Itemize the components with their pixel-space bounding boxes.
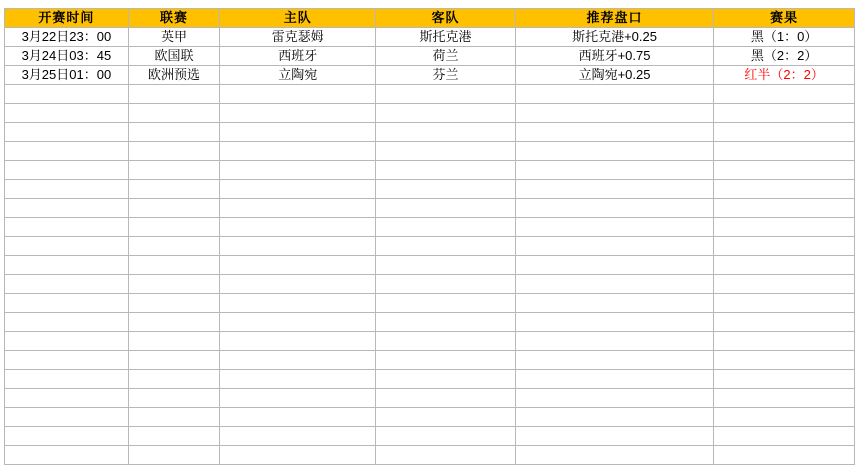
cell-empty — [515, 180, 713, 199]
column-header-home: 主队 — [220, 9, 376, 28]
cell-away: 荷兰 — [376, 47, 516, 66]
table-header-row — [5, 9, 855, 28]
cell-empty — [515, 199, 713, 218]
cell-empty — [220, 313, 376, 332]
cell-empty — [714, 123, 855, 142]
table-row-empty[interactable] — [5, 161, 855, 180]
cell-empty — [714, 389, 855, 408]
column-header-away: 客队 — [376, 9, 516, 28]
cell-empty — [376, 256, 516, 275]
cell-empty — [376, 218, 516, 237]
cell-empty — [5, 256, 129, 275]
cell-empty — [376, 389, 516, 408]
table-row-empty[interactable] — [5, 275, 855, 294]
cell-empty — [128, 180, 220, 199]
cell-empty — [515, 256, 713, 275]
cell-empty — [515, 370, 713, 389]
cell-time: 3月22日23：00 — [5, 28, 129, 47]
cell-empty — [515, 85, 713, 104]
cell-empty — [376, 85, 516, 104]
cell-empty — [515, 237, 713, 256]
cell-empty — [376, 408, 516, 427]
table-row-empty[interactable] — [5, 332, 855, 351]
column-header-result: 赛果 — [714, 9, 855, 28]
cell-empty — [714, 427, 855, 446]
cell-empty — [128, 427, 220, 446]
cell-empty — [714, 313, 855, 332]
cell-empty — [5, 180, 129, 199]
cell-empty — [5, 199, 129, 218]
cell-away: 芬兰 — [376, 66, 516, 85]
cell-empty — [515, 446, 713, 465]
cell-empty — [714, 85, 855, 104]
cell-empty — [128, 237, 220, 256]
cell-empty — [714, 275, 855, 294]
cell-empty — [714, 218, 855, 237]
cell-empty — [5, 313, 129, 332]
cell-away: 斯托克港 — [376, 28, 516, 47]
cell-empty — [220, 332, 376, 351]
cell-empty — [220, 237, 376, 256]
cell-empty — [220, 294, 376, 313]
cell-handicap: 西班牙+0.75 — [515, 47, 713, 66]
table-row-empty[interactable] — [5, 218, 855, 237]
cell-league: 欧洲预选 — [128, 66, 220, 85]
cell-empty — [5, 446, 129, 465]
cell-empty — [714, 351, 855, 370]
cell-empty — [128, 370, 220, 389]
cell-empty — [220, 427, 376, 446]
cell-empty — [376, 199, 516, 218]
cell-empty — [5, 85, 129, 104]
table-row-empty[interactable] — [5, 370, 855, 389]
cell-empty — [128, 332, 220, 351]
cell-handicap: 斯托克港+0.25 — [515, 28, 713, 47]
fixtures-table — [4, 8, 855, 465]
cell-empty — [220, 123, 376, 142]
cell-empty — [376, 313, 516, 332]
table-row-empty[interactable] — [5, 351, 855, 370]
table-row-empty[interactable] — [5, 313, 855, 332]
cell-empty — [376, 370, 516, 389]
cell-empty — [128, 408, 220, 427]
cell-empty — [220, 370, 376, 389]
cell-empty — [5, 218, 129, 237]
cell-empty — [515, 408, 713, 427]
cell-empty — [128, 104, 220, 123]
cell-empty — [376, 180, 516, 199]
cell-empty — [515, 161, 713, 180]
cell-empty — [376, 237, 516, 256]
cell-empty — [515, 218, 713, 237]
cell-empty — [220, 180, 376, 199]
cell-empty — [714, 104, 855, 123]
cell-empty — [5, 275, 129, 294]
table-row-empty[interactable] — [5, 85, 855, 104]
table-row-empty[interactable] — [5, 199, 855, 218]
cell-empty — [515, 332, 713, 351]
table-row-empty[interactable] — [5, 408, 855, 427]
table-row-empty[interactable] — [5, 142, 855, 161]
cell-empty — [714, 256, 855, 275]
fixtures-table-body — [5, 9, 855, 465]
cell-empty — [128, 446, 220, 465]
cell-empty — [515, 313, 713, 332]
table-row-empty[interactable] — [5, 256, 855, 275]
cell-empty — [714, 446, 855, 465]
cell-empty — [515, 104, 713, 123]
cell-empty — [5, 427, 129, 446]
cell-empty — [128, 218, 220, 237]
table-row-empty[interactable] — [5, 237, 855, 256]
cell-empty — [5, 142, 129, 161]
cell-empty — [5, 237, 129, 256]
table-row-empty[interactable] — [5, 294, 855, 313]
table-row[interactable] — [5, 47, 855, 66]
cell-empty — [128, 85, 220, 104]
cell-empty — [376, 294, 516, 313]
cell-empty — [714, 161, 855, 180]
cell-empty — [376, 275, 516, 294]
cell-empty — [376, 446, 516, 465]
cell-empty — [5, 370, 129, 389]
cell-empty — [714, 370, 855, 389]
cell-empty — [376, 161, 516, 180]
cell-home: 西班牙 — [220, 47, 376, 66]
cell-result: 黑（2：2） — [714, 47, 855, 66]
cell-empty — [128, 313, 220, 332]
cell-empty — [220, 256, 376, 275]
cell-empty — [128, 161, 220, 180]
cell-home: 立陶宛 — [220, 66, 376, 85]
cell-empty — [128, 123, 220, 142]
cell-empty — [515, 389, 713, 408]
table-row[interactable] — [5, 28, 855, 47]
cell-empty — [220, 199, 376, 218]
cell-empty — [220, 161, 376, 180]
cell-empty — [5, 351, 129, 370]
cell-empty — [5, 123, 129, 142]
cell-empty — [515, 275, 713, 294]
cell-empty — [220, 408, 376, 427]
table-row-empty[interactable] — [5, 446, 855, 465]
cell-empty — [220, 104, 376, 123]
cell-empty — [128, 142, 220, 161]
cell-empty — [714, 237, 855, 256]
cell-empty — [220, 142, 376, 161]
cell-empty — [128, 256, 220, 275]
cell-handicap: 立陶宛+0.25 — [515, 66, 713, 85]
table-row-empty[interactable] — [5, 104, 855, 123]
table-row-empty[interactable] — [5, 389, 855, 408]
cell-empty — [220, 351, 376, 370]
cell-empty — [128, 275, 220, 294]
cell-league: 欧国联 — [128, 47, 220, 66]
table-row-empty[interactable] — [5, 427, 855, 446]
cell-result: 红半（2：2） — [714, 66, 855, 85]
cell-time: 3月25日01：00 — [5, 66, 129, 85]
cell-empty — [5, 408, 129, 427]
cell-empty — [714, 180, 855, 199]
cell-empty — [220, 218, 376, 237]
cell-empty — [714, 408, 855, 427]
cell-empty — [515, 351, 713, 370]
cell-empty — [515, 427, 713, 446]
cell-empty — [128, 294, 220, 313]
cell-empty — [220, 446, 376, 465]
column-header-time: 开赛时间 — [5, 9, 129, 28]
cell-empty — [376, 123, 516, 142]
column-header-handicap: 推荐盘口 — [515, 9, 713, 28]
cell-empty — [5, 104, 129, 123]
cell-empty — [220, 389, 376, 408]
table-row-empty[interactable] — [5, 180, 855, 199]
cell-empty — [714, 294, 855, 313]
cell-empty — [714, 332, 855, 351]
cell-empty — [515, 142, 713, 161]
cell-empty — [714, 142, 855, 161]
cell-time: 3月24日03：45 — [5, 47, 129, 66]
cell-empty — [220, 275, 376, 294]
cell-result: 黑（1：0） — [714, 28, 855, 47]
cell-empty — [5, 294, 129, 313]
cell-empty — [128, 199, 220, 218]
cell-empty — [376, 104, 516, 123]
cell-empty — [515, 294, 713, 313]
cell-empty — [515, 123, 713, 142]
cell-empty — [376, 427, 516, 446]
cell-league: 英甲 — [128, 28, 220, 47]
cell-empty — [5, 161, 129, 180]
table-row[interactable] — [5, 66, 855, 85]
cell-empty — [5, 332, 129, 351]
cell-empty — [376, 142, 516, 161]
table-row-empty[interactable] — [5, 123, 855, 142]
cell-empty — [5, 389, 129, 408]
cell-empty — [128, 351, 220, 370]
cell-empty — [128, 389, 220, 408]
cell-empty — [714, 199, 855, 218]
cell-empty — [220, 85, 376, 104]
cell-empty — [376, 332, 516, 351]
cell-empty — [376, 351, 516, 370]
column-header-league: 联赛 — [128, 9, 220, 28]
cell-home: 雷克瑟姆 — [220, 28, 376, 47]
